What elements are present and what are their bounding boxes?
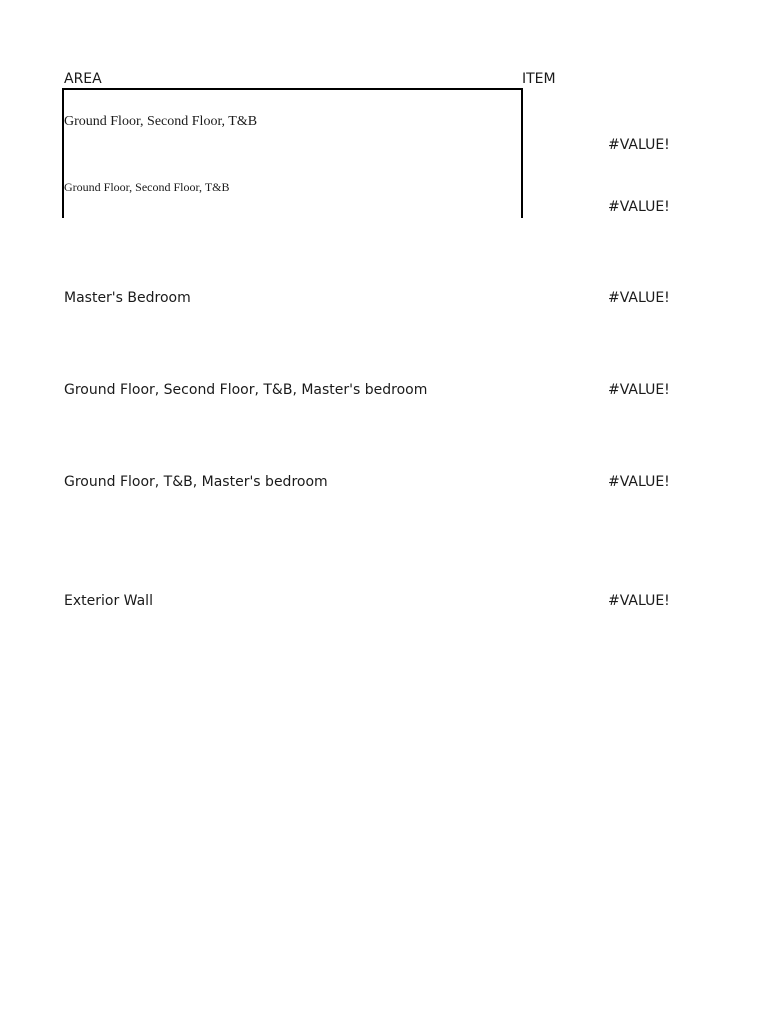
- value-cell[interactable]: #VALUE!: [608, 382, 670, 398]
- area-cell[interactable]: Ground Floor, Second Floor, T&B: [64, 114, 258, 129]
- area-cell[interactable]: Exterior Wall: [64, 593, 153, 609]
- value-cell[interactable]: #VALUE!: [608, 593, 670, 609]
- item-column-header[interactable]: ITEM: [522, 71, 556, 87]
- value-cell[interactable]: #VALUE!: [608, 290, 670, 306]
- area-column-header[interactable]: AREA: [64, 71, 102, 87]
- area-cell[interactable]: Master's Bedroom: [64, 290, 191, 306]
- area-cell[interactable]: Ground Floor, Second Floor, T&B: [64, 180, 230, 194]
- area-cell[interactable]: Ground Floor, T&B, Master's bedroom: [64, 474, 328, 490]
- area-cell[interactable]: Ground Floor, Second Floor, T&B, Master's bedroom: [64, 382, 428, 398]
- value-cell[interactable]: #VALUE!: [608, 199, 670, 215]
- value-cell[interactable]: #VALUE!: [608, 474, 670, 490]
- value-cell[interactable]: #VALUE!: [608, 137, 670, 153]
- cell-border-box: [62, 88, 523, 218]
